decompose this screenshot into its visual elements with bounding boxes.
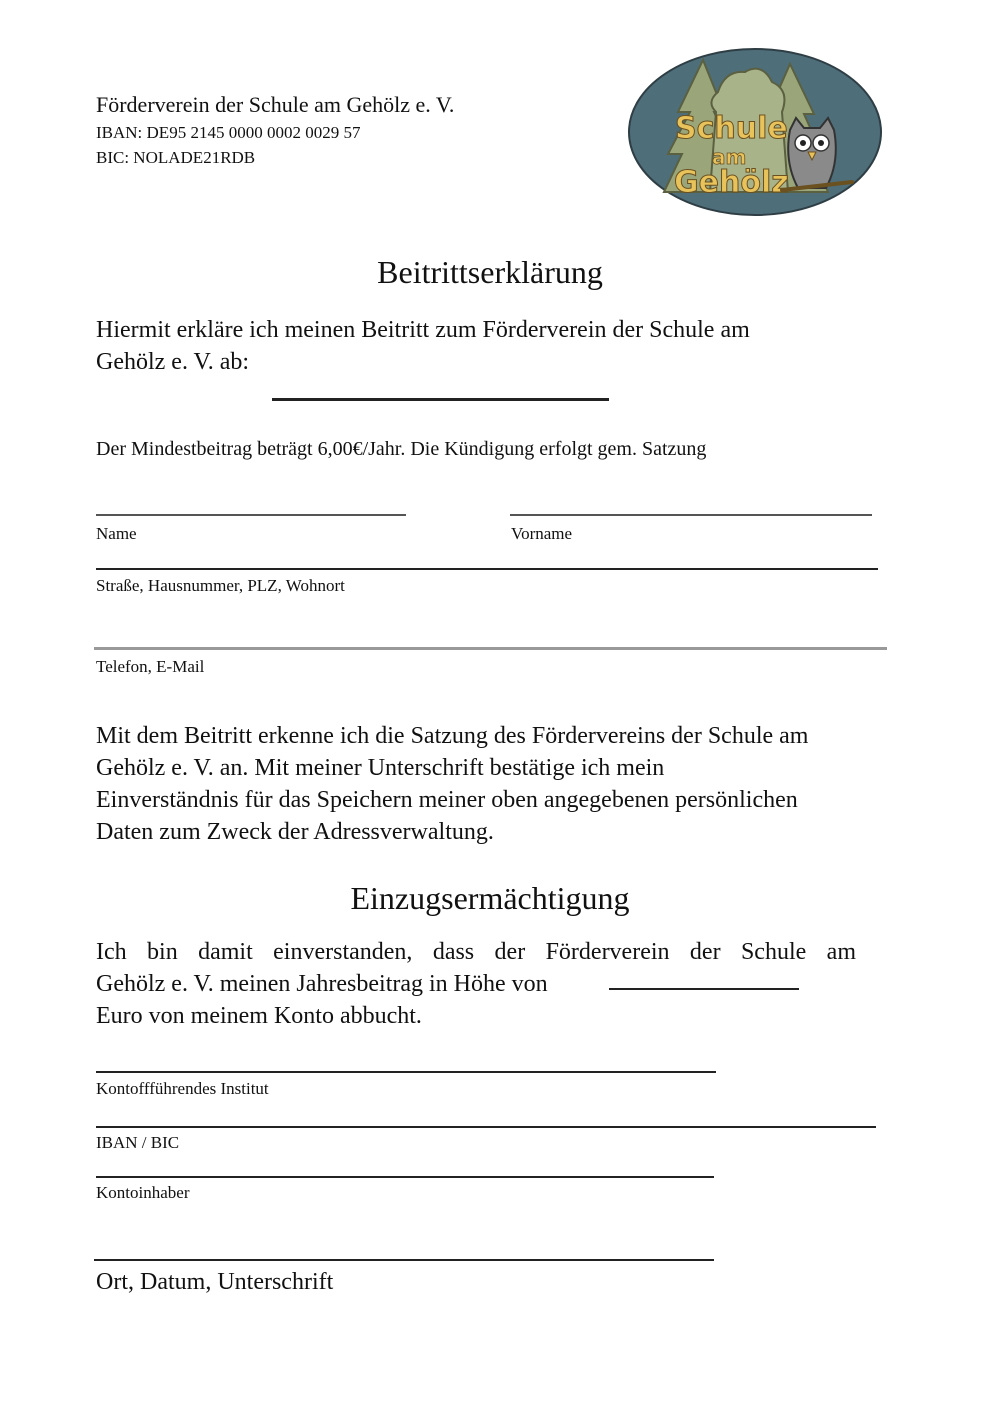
membership-intro-line2: Gehölz e. V. ab: — [96, 349, 250, 375]
consent-line3: Einverständnis für das Speichern meiner oben angegebenen persönlichen — [96, 787, 798, 813]
org-bic: BIC: NOLADE21RDB — [96, 148, 256, 167]
name-label: Name — [96, 524, 137, 543]
school-logo — [600, 42, 900, 222]
logo-text-gehoelz: Gehölz — [674, 165, 789, 200]
contact-label: Telefon, E-Mail — [96, 657, 205, 676]
logo-text-am: am — [712, 145, 747, 169]
holder-label: Kontoinhaber — [96, 1183, 190, 1202]
institute-label: Kontoffführendes Institut — [96, 1079, 269, 1098]
logo-text-schule: Schule — [675, 111, 788, 146]
membership-intro-line1: Hiermit erkläre ich meinen Beitritt zum Förderverein der Schule am — [96, 317, 750, 343]
iban-bic-field[interactable] — [96, 1126, 876, 1128]
consent-line1: Mit dem Beitritt erkenne ich die Satzung des Fördervereins der Schule am — [96, 723, 809, 749]
start-date-field[interactable] — [272, 398, 609, 401]
vorname-field[interactable] — [510, 514, 872, 516]
signature-label: Ort, Datum, Unterschrift — [96, 1269, 334, 1295]
org-iban: IBAN: DE95 2145 0000 0002 0029 57 — [96, 123, 361, 142]
org-name: Förderverein der Schule am Gehölz e. V. — [96, 92, 455, 117]
holder-field[interactable] — [96, 1176, 714, 1178]
consent-line4: Daten zum Zweck der Adressverwaltung. — [96, 819, 494, 845]
institute-field[interactable] — [96, 1071, 716, 1073]
vorname-label: Vorname — [511, 524, 573, 543]
name-field[interactable] — [96, 514, 406, 516]
direct-debit-title: Einzugsermächtigung — [350, 880, 630, 916]
direct-debit-line2: Gehölz e. V. meinen Jahresbeitrag in Höhe von — [96, 971, 548, 997]
amount-field[interactable] — [609, 988, 799, 990]
address-field[interactable] — [96, 568, 878, 570]
consent-line2: Gehölz e. V. an. Mit meiner Unterschrift bestätige ich mein — [96, 755, 665, 781]
address-label: Straße, Hausnummer, PLZ, Wohnort — [96, 576, 345, 595]
fee-note: Der Mindestbeitrag beträgt 6,00€/Jahr. Die Kündigung erfolgt gem. Satzung — [96, 438, 707, 460]
direct-debit-line3: Euro von meinem Konto abbucht. — [96, 1003, 422, 1029]
iban-bic-label: IBAN / BIC — [96, 1133, 180, 1152]
membership-title: Beitrittserklärung — [377, 254, 603, 290]
contact-field[interactable] — [94, 647, 887, 650]
signature-field[interactable] — [94, 1259, 714, 1261]
direct-debit-line1: Ich bin damit einverstanden, dass der Förderverein der Schule am — [96, 939, 856, 965]
